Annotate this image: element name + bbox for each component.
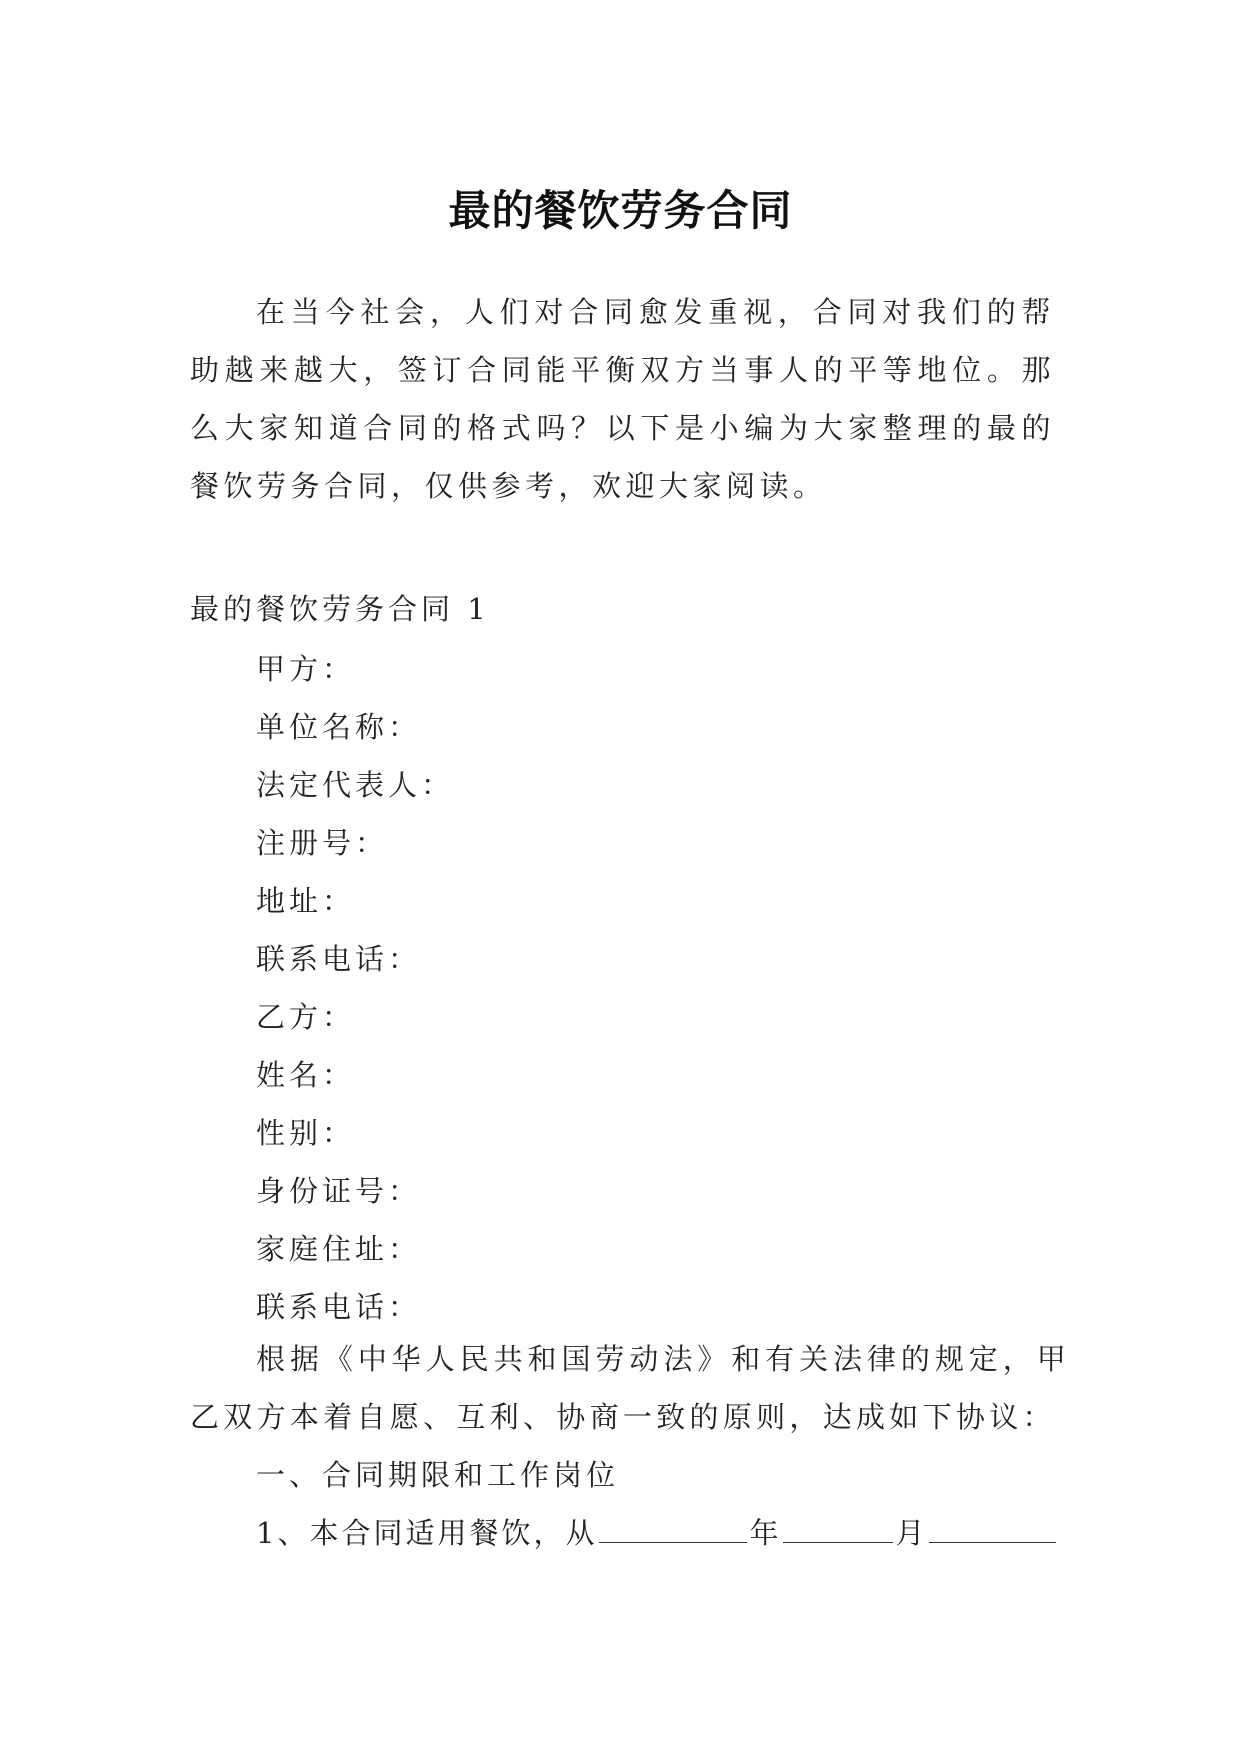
day-blank: [929, 1518, 1056, 1543]
month-label: 月: [895, 1516, 928, 1550]
field-id-number: 身份证号：: [256, 1174, 422, 1208]
party-fields-list: [256, 640, 454, 1336]
year-blank: [599, 1518, 747, 1543]
field-address: 地址：: [256, 884, 356, 918]
field-party-b-phone: 联系电话：: [256, 1290, 422, 1324]
field-company-name: 单位名称：: [256, 710, 422, 744]
clause-1-line: [256, 1504, 1056, 1562]
basis-paragraph: 根据《中华人民共和国劳动法》和有关法律的规定，甲乙双方本着自愿、互利、协商一致的原则，达成如下协议：: [190, 1342, 1070, 1434]
clause-heading: 一、合同期限和工作岗位: [256, 1458, 620, 1492]
document-title: 最的餐饮劳务合同: [448, 186, 793, 236]
year-label: 年: [749, 1516, 782, 1550]
field-party-a: 甲方：: [256, 652, 356, 686]
field-home-address: 家庭住址：: [256, 1232, 422, 1266]
month-blank: [783, 1518, 893, 1543]
field-name: 姓名：: [256, 1058, 356, 1092]
field-gender: 性别：: [256, 1116, 356, 1150]
section-title: 最的餐饮劳务合同 1: [190, 592, 490, 626]
field-party-b: 乙方：: [256, 1000, 356, 1034]
field-party-a-phone: 联系电话：: [256, 942, 422, 976]
clause-1-prefix: 1、本合同适用餐饮，从: [256, 1516, 598, 1550]
intro-paragraph: 在当今社会，人们对合同愈发重视，合同对我们的帮助越来越大，签订合同能平衡双方当事人的平等地位。那么大家知道合同的格式吗？以下是小编为大家整理的最的餐饮劳务合同，仅供参考，欢迎大家阅读。: [190, 295, 1055, 503]
field-legal-representative: 法定代表人：: [256, 768, 455, 802]
field-registration-number: 注册号：: [256, 826, 389, 860]
